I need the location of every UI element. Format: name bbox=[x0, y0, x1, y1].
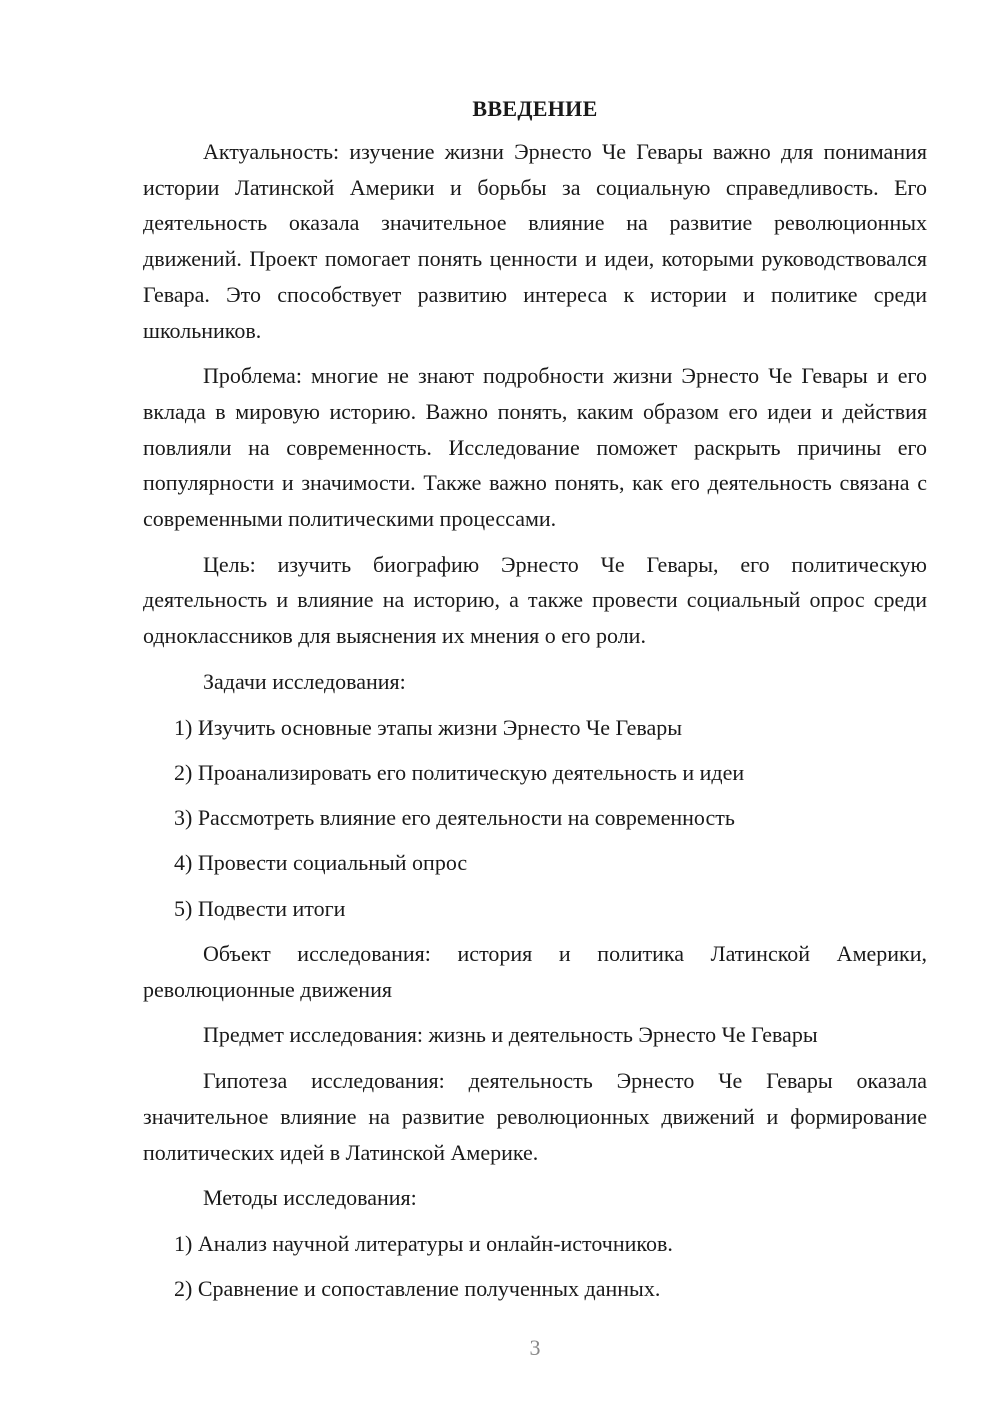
tasks-label: Задачи исследования: bbox=[203, 668, 406, 694]
task-item: 1) Изучить основные этапы жизни Эрнесто Че Гевары bbox=[174, 714, 682, 740]
relevance-paragraph: Актуальность: изучение жизни Эрнесто Че Гевары важно для понимания истории Латинской Америки и борьбы за социальную справедливость. Его деятельность оказала значительное влияние на развитие революционных движений. Проект помогает понять ценности и идеи, которыми руководствовался Гевара. Это способствует развитию интереса к истории и политике среди школьников. bbox=[143, 139, 927, 343]
page-number: 3 bbox=[529, 1335, 541, 1360]
task-item: 5) Подвести итоги bbox=[174, 895, 346, 921]
task-item: 4) Провести социальный опрос bbox=[174, 850, 468, 876]
methods-label: Методы исследования: bbox=[203, 1185, 417, 1211]
hypothesis-paragraph: Гипотеза исследования: деятельность Эрнесто Че Гевары оказала значительное влияние на развитие революционных движений и формирование политических идей в Латинской Америке. bbox=[143, 1068, 927, 1165]
method-item: 1) Анализ научной литературы и онлайн-источников. bbox=[174, 1230, 673, 1256]
object-paragraph: Объект исследования: история и политика Латинской Америки, революционные движения bbox=[143, 941, 927, 1002]
problem-paragraph: Проблема: многие не знают подробности жизни Эрнесто Че Гевары и его вклада в мировую историю. Важно понять, каким образом его идеи и действия повлияли на современность. Исследование поможет раскрыть причины его популярности и значимости. Также важно понять, как его деятельность связана с современными политическими процессами. bbox=[143, 363, 927, 532]
goal-paragraph: Цель: изучить биографию Эрнесто Че Гевары, его политическую деятельность и влияние на историю, а также провести социальный опрос среди одноклассников для выяснения их мнения о его роли. bbox=[143, 551, 927, 649]
page-title: ВВЕДЕНИЕ bbox=[472, 96, 598, 121]
methods-list bbox=[143, 1226, 927, 1307]
page-content bbox=[143, 92, 927, 1317]
task-item: 3) Рассмотреть влияние его деятельности на современность bbox=[174, 805, 735, 831]
tasks-list bbox=[143, 710, 927, 927]
method-item: 2) Сравнение и сопоставление полученных данных. bbox=[174, 1276, 661, 1302]
task-item: 2) Проанализировать его политическую деятельность и идеи bbox=[174, 759, 745, 785]
subject-paragraph: Предмет исследования: жизнь и деятельность Эрнесто Че Гевары bbox=[203, 1022, 818, 1048]
